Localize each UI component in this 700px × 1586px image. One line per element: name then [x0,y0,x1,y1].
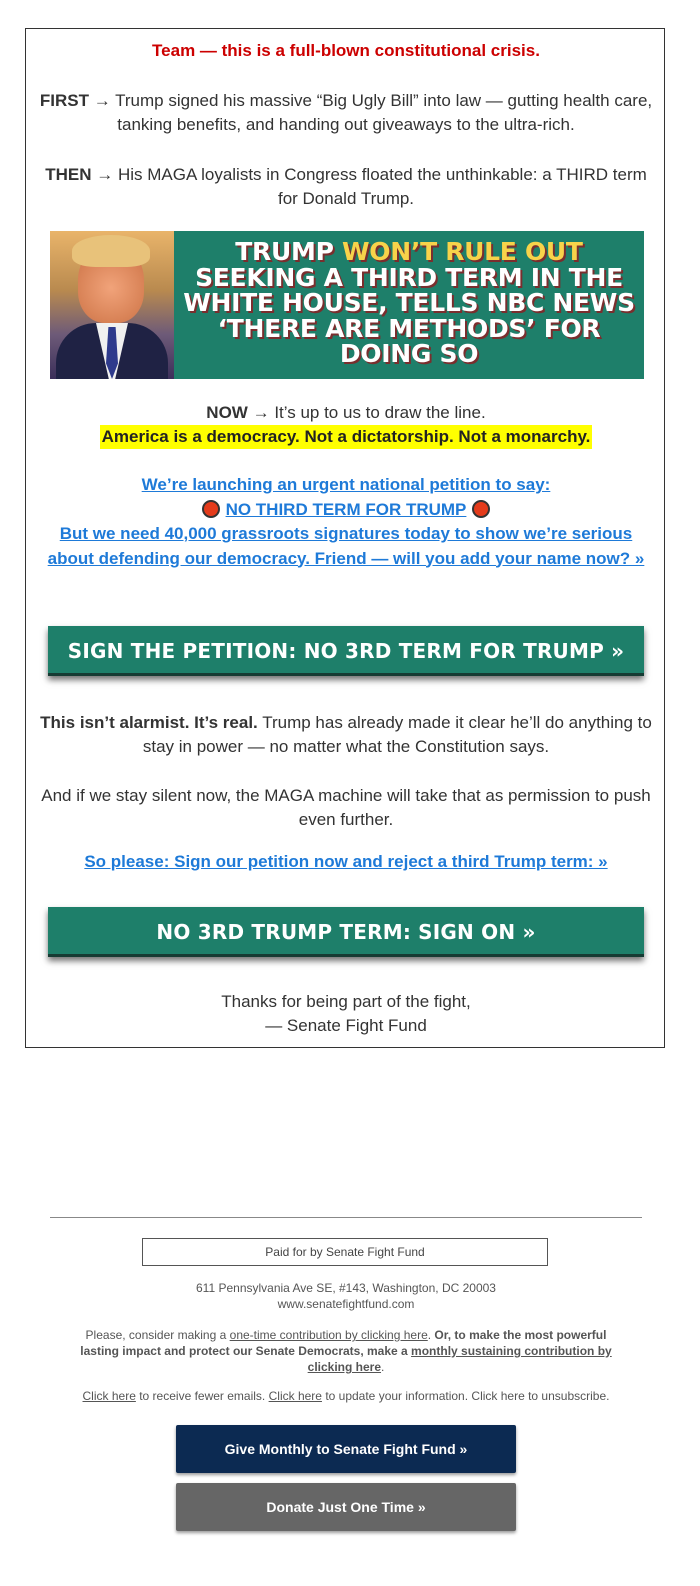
trump-photo [50,231,174,379]
arrow: → [252,403,270,422]
arrow: → [96,165,114,184]
email-preferences [50,1388,642,1404]
reject-third-term-link[interactable]: So please: Sign our petition now and reject a third Trump term: » [84,852,608,871]
one-time-contribution-link[interactable]: one-time contribution by clicking here [229,1328,428,1342]
alarmist-text: Trump has already made it clear he’ll do anything to stay in power — no matter what the Constitution says. [142,713,652,756]
banner-rest: SEEKING A THIRD TERM IN THE WHITE HOUSE, TELLS NBC NEWS ‘THERE ARE METHODS’ FOR DOING SO [183,262,635,368]
contribution-text: Please, consider making a one-time contribution by clicking here. Or, to make the most powerful lasting impact and protect our Senate Democrats, make a monthly sustaining contribution by clicking here. [80,1328,612,1374]
footer-address [50,1280,642,1312]
first-label: FIRST [39,91,89,110]
sign-petition-button[interactable]: SIGN THE PETITION: NO 3RD TERM FOR TRUMP » [48,626,644,676]
stop-sign-icon [202,500,220,518]
fewer-emails-text: to receive fewer emails. [139,1389,266,1403]
signature-line2: — Senate Fight Fund [265,1016,427,1035]
paragraph-now [26,401,666,449]
donate-once-button[interactable]: Donate Just One Time » [176,1483,516,1531]
email-card [25,28,665,1048]
now-label: NOW [206,403,248,422]
banner-white-word: TRUMP [235,237,334,266]
petition-link-block[interactable] [26,473,666,571]
sign-on-button[interactable]: NO 3RD TRUMP TERM: SIGN ON » [48,907,644,957]
highlighted-statement: America is a democracy. Not a dictatorship. Not a monarchy. [100,425,593,449]
fewer-emails-link[interactable]: Click here [82,1389,136,1403]
website[interactable]: www.senatefightfund.com [277,1297,415,1311]
paragraph-first [26,89,666,137]
monthly-contribution-link[interactable]: monthly sustaining contribution by clicking here [307,1344,612,1374]
banner-headline [174,239,644,367]
signature-line1: Thanks for being part of the fight, [221,992,471,1011]
update-info-link[interactable]: Click here [268,1389,322,1403]
contrib-pre: Please, consider making a [85,1328,227,1342]
update-info-text: to update your information. Click here to unsubscribe. [325,1389,610,1403]
headline: Team — this is a full-blown constitutional crisis. [152,41,540,60]
signature [26,990,666,1038]
paid-for-box: Paid for by Senate Fight Fund [142,1238,548,1266]
news-banner-image[interactable] [50,231,644,379]
petition-link-line1[interactable]: We’re launching an urgent national petition to say: [141,475,551,494]
contrib-bold: Or, to make the most powerful lasting impact and protect our Senate Democrats, make a [80,1328,607,1358]
paragraph-alarmist [26,711,666,759]
paragraph-then-text: His MAGA loyalists in Congress floated the unthinkable: a THIRD term for Donald Trump. [117,165,647,208]
footer-divider [50,1217,642,1218]
address: 611 Pennsylvania Ave SE, #143, Washington, DC 20003 [196,1281,496,1295]
banner-yellow-phrase: WON’T RULE OUT [342,237,583,266]
stop-sign-icon [472,500,490,518]
alarmist-bold: This isn’t alarmist. It’s real. [40,713,258,732]
paragraph-first-text: Trump signed his massive “Big Ugly Bill” into law — gutting health care, tanking benefits, and handing out giveaways to the ultra-rich. [115,91,653,134]
give-monthly-button[interactable]: Give Monthly to Senate Fight Fund » [176,1425,516,1473]
paragraph-now-text: It’s up to us to draw the line. [274,403,486,422]
arrow: → [93,91,111,110]
then-label: THEN [45,165,92,184]
hair-shape [72,235,150,267]
paragraph-then [26,163,666,211]
petition-link-line2[interactable]: NO THIRD TERM FOR TRUMP [225,499,467,519]
paragraph-silent: And if we stay silent now, the MAGA machine will take that as permission to push even further. [41,786,651,829]
petition-link-line3[interactable]: But we need 40,000 grassroots signatures today to show we’re serious about defending our democracy. Friend — will you add your name now? » [47,524,645,568]
